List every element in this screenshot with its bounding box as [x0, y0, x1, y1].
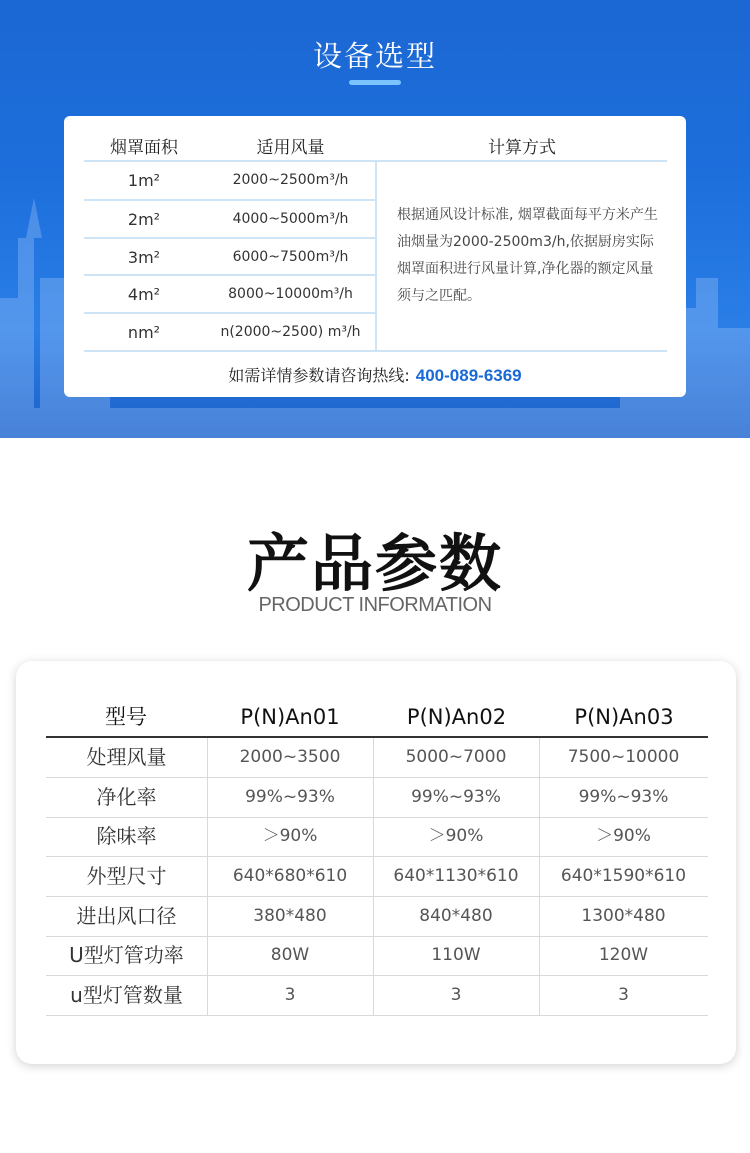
product-subtitle: PRODUCT INFORMATION	[258, 594, 492, 616]
param-value: 120W	[598, 945, 649, 965]
header-flow: 适用风量	[256, 138, 325, 158]
param-value: 840*480	[419, 906, 493, 926]
param-row	[46, 976, 708, 1016]
param-label: 处理风量	[86, 745, 167, 769]
param-value: 640*1590*610	[560, 866, 687, 886]
param-value: 110W	[431, 945, 481, 965]
flow-value: 4000~5000m³/h	[232, 211, 349, 227]
header-method: 计算方式	[488, 138, 556, 158]
param-value: 1300*480	[581, 906, 666, 926]
param-value: ＞90%	[596, 826, 651, 846]
param-header-an02: P(N)An02	[406, 705, 507, 729]
param-header-an01: P(N)An01	[240, 705, 340, 729]
product-title: 产品参数	[246, 527, 503, 600]
selection-title: 设备选型	[312, 39, 437, 73]
param-row	[46, 857, 708, 897]
param-value: 99%~93%	[578, 787, 669, 807]
hotline-label: 如需详情参数请咨询热线:	[228, 366, 410, 385]
param-value: 380*480	[253, 906, 327, 926]
param-label: u型灯管数量	[70, 983, 183, 1007]
param-value: 5000~7000	[405, 747, 507, 767]
param-value: 3	[284, 985, 296, 1005]
param-label: U型灯管功率	[69, 943, 184, 967]
area-value: 2m²	[127, 210, 161, 229]
selection-row	[84, 276, 377, 313]
param-value: 80W	[270, 945, 310, 965]
selection-row	[84, 162, 377, 199]
selection-section	[0, 0, 750, 438]
param-label: 进出风口径	[76, 904, 177, 928]
calculation-method-text: 根据通风设计标准, 烟罩截面每平方米产生油烟量为2000-2500m3/h,依据厨房实际烟罩面积进行风量计算,净化器的额定风量须与之匹配。	[397, 207, 658, 304]
selection-card	[64, 116, 686, 397]
hotline	[64, 363, 686, 386]
area-value: 4m²	[127, 285, 161, 304]
param-value: ＞90%	[428, 826, 484, 846]
param-value: 640*1130*610	[393, 866, 519, 886]
param-row	[46, 778, 708, 818]
area-value: nm²	[127, 323, 161, 342]
flow-value: 2000~2500m³/h	[232, 172, 349, 188]
param-row	[46, 897, 708, 937]
param-row	[46, 738, 708, 778]
flow-value: n(2000~2500) m³/h	[220, 324, 361, 340]
hotline-number[interactable]: 400-089-6369	[415, 366, 522, 385]
param-header-an03: P(N)An03	[574, 705, 674, 729]
param-value: ＞90%	[262, 826, 318, 846]
selection-row	[84, 201, 377, 238]
area-value: 3m²	[127, 248, 161, 267]
flow-value: 6000~7500m³/h	[232, 249, 349, 265]
param-label: 净化率	[96, 785, 157, 809]
param-value: 7500~10000	[567, 747, 680, 767]
table-bottom-divider	[84, 350, 667, 352]
param-value: 99%~93%	[245, 787, 335, 807]
param-value: 640*680*610	[232, 866, 348, 886]
header-area: 烟罩面积	[110, 138, 178, 158]
selection-row	[84, 239, 377, 276]
param-row	[46, 817, 708, 857]
selection-row	[84, 314, 377, 351]
param-header-model: 型号	[105, 705, 147, 729]
param-value: 3	[450, 985, 462, 1005]
area-value: 1m²	[127, 171, 161, 190]
param-label: 外型尺寸	[86, 864, 167, 888]
title-underline	[349, 80, 401, 85]
flow-value: 8000~10000m³/h	[228, 286, 353, 302]
param-value: 99%~93%	[411, 787, 501, 807]
param-row	[46, 936, 708, 976]
param-value: 3	[618, 985, 629, 1005]
param-label: 除味率	[96, 824, 157, 848]
param-value: 2000~3500	[239, 747, 341, 767]
